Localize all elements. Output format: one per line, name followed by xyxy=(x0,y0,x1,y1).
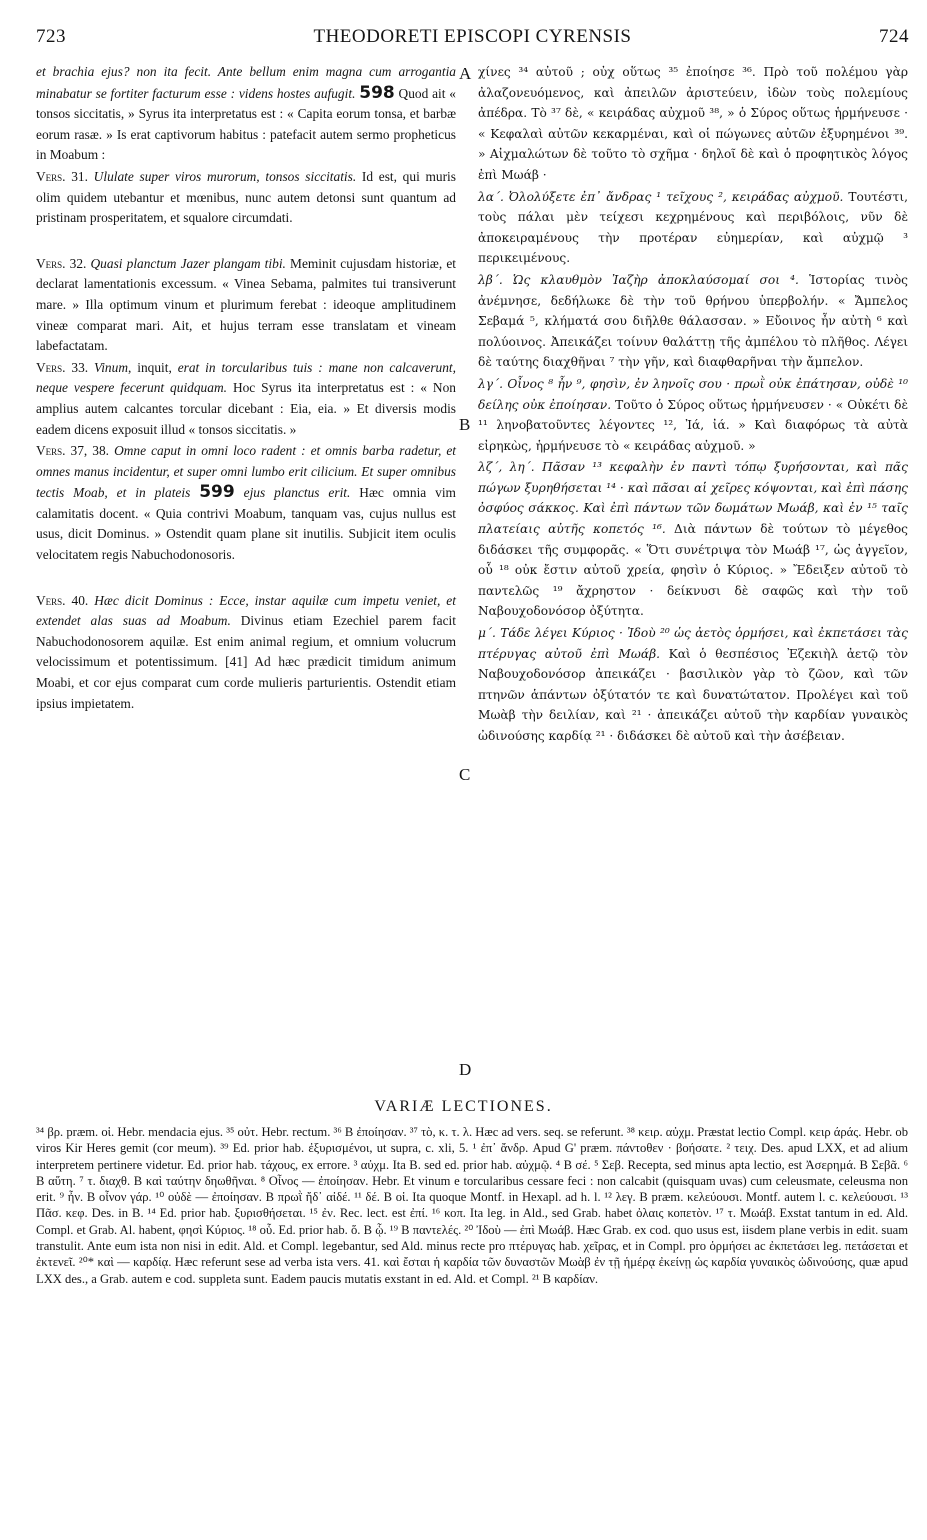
greek-verse-33 xyxy=(478,374,908,456)
verse-lemma: λβ΄. Ὡς κλαυθμὸν Ἰαζὴρ ἀποκλαύσομαί σοι ⁴. xyxy=(478,272,799,287)
verse-lemma: Hæc dicit Dominus : Ecce, instar aquilæ cum impetu veniet, et extendet alas suas ad Moabum. xyxy=(36,592,456,629)
greek-text: Καὶ ὁ θεσπέσιος Ἐζεκιὴλ ἀετῷ τὸν Ναβουχοδονόσορ ἀπεικάζει · βασιλικὸν γὰρ τὸ ζῶον, καὶ τῶν πτηνῶν ἁπάντων ὀξύτατόν τε καὶ δυνατώτατον. Προλέγει καὶ τοῦ Μωὰβ τὴν δειλίαν, καὶ ²¹ · ἀπεικάζει αὐτοῦ τὴν καρδίαν γυναικὸς ὠδινούσης καρδίᾳ ²¹ · διδάσκει δὲ αὐτοῦ καὶ τὴν ἀσέβειαν. xyxy=(478,646,908,743)
verse-label: Vers. 37, 38. xyxy=(36,443,110,459)
greek-text: Διὰ πάντων δὲ τούτων τὸ μέγεθος διδάσκει τῆς συμφορᾶς. « Ὅτι συνέτριψα τὸν Μωάβ ¹⁷, ὡς ἀγγεῖον, οὗ ¹⁸ οὐκ ἔστιν αὐτοῦ χρεία, φησὶν ὁ Κύριος. » Ἔδειξεν αὐτοῦ τὸ παντελῶς ¹⁹ ἄχρηστον · δείκνυσι δὲ σαφῶς καὶ τὴν τοῦ Ναβουχοδονόσορ ὀξύτητα. xyxy=(478,522,909,619)
greek-column xyxy=(478,62,908,748)
greek-verse-40 xyxy=(478,623,908,747)
latin-text: Hæc omnia vim calamitatis docent. « Quia contrivi Moabum, tanquam vas, cujus nullus est usus, dicit Dominus. » Ostendit quam plane sit inutilis. Subjicit item oculis velocitatem regis Nabuchodonosoris. xyxy=(36,485,456,563)
column-number: 599 xyxy=(199,482,235,503)
greek-paragraph: χίνες ³⁴ αὐτοῦ ; οὐχ οὕτως ³⁵ ἐποίησε ³⁶. Πρὸ τοῦ πολέμου γὰρ ἀλαζονευόμενος, καὶ ἀπειλῶν ἀριστεύειν, ἰδὼν τοὺς πολεμίους ἀπέδρα. Τὸ ³⁷ δὲ, « κειράδας αὐχμοῦ ³⁸, » ὁ Σύρος οὕτως ἡρμήνευσε · « Κεφαλαὶ αὐτῶν κεκαρμέναι, καὶ οἱ πώγωνες αὐτῶν ἐξυρημένοι ³⁹. » Αἰχμαλώτων δὲ τοῦτο τὸ σχῆμα · δηλοῖ δὲ καὶ ὁ προφητικὸς λόγος ἐπὶ Μωάβ · xyxy=(478,65,908,182)
verse-label: Vers. 40. xyxy=(36,592,89,608)
variae-lectiones xyxy=(36,1124,908,1287)
latin-column xyxy=(36,62,456,715)
verse-label: Vers. 32. xyxy=(36,255,87,271)
latin-verse-37 xyxy=(36,441,456,566)
greek-text: Τουτέστι, τοὺς πάλαι μὲν τείχεσι κεχρημένους καὶ περιβόλοις, νῦν δὲ ἀποκειραμένους τὴν προτέραν εὐημερίαν, καὶ αὐχμῷ ³ περικειμένους. xyxy=(478,189,908,266)
verse-lemma: Quasi planctum Jazer plangam tibi. xyxy=(90,255,286,271)
column-number: 598 xyxy=(359,82,395,103)
verse-lemma: λα΄. Ὀλολύξετε ἐπ᾽ ἄνδρας ¹ τεῖχους ², κειράδας αὐχμοῦ. xyxy=(478,189,844,204)
latin-text: , inquit, xyxy=(128,359,178,375)
latin-verse-40 xyxy=(36,591,456,715)
latin-text: Id est, qui muris olim quidem utebantur et mœnibus, nunc autem detonsi sunt quantum ad pristinam prosperitatem, et squalore circumdati. xyxy=(36,168,456,226)
verse-lemma: λγ΄. Οἶνος ⁸ ἦν ⁹, φησὶν, ἐν ληνοῖς σου · πρωῒ οὐκ ἐπάτησαν, οὐδὲ ¹⁰ δείλης οὐκ ἐποίησαν. xyxy=(478,376,908,412)
latin-verse-33 xyxy=(36,358,456,440)
greek-verse-32 xyxy=(478,270,908,373)
greek-text: Ἱστορίας τινὸς ἀνέμνησε, δεδήλωκε δὲ τὴν τοῦ θρήνου ὑπερβολήν. « Ἄμπελος Σεβαμά ⁵, κλήματά σου διῆλθε θάλασσαν. » Εὔοινος ἦν αὐτὴ ⁶ καὶ πολύοινος. Ἀπεικάζει τοίνυν θαλάττῃ τῆς ἀμπέλου τὸ πλῆθος. Λέγει δὲ ταύτης διαχθῆναι ⁷ τὴν γῆν, καὶ διαφθαρῆναι τὴν ἄμπελον. xyxy=(478,272,908,370)
verse-lemma: Omne caput in omni loco radent : et omnis barba radetur, et omnes manus incidentur, et super omni lumbo erit cilicium. Et super omnibus tectis Moab, et in plateis xyxy=(36,443,457,501)
page-number-left: 723 xyxy=(36,26,66,47)
margin-mark-c: C xyxy=(459,765,471,784)
page-header xyxy=(36,26,909,56)
latin-text: et brachia ejus? non ita fecit. Ante bellum enim magna cum arrogantia minabatur se fortiter facturum esse : videns hostes aufugit. xyxy=(36,64,456,101)
latin-text: Divinus etiam Ezechiel parem facit Nabuchodonosorem aquilæ. Est enim animal regium, et omnium volucrum velocissimum et potentissimum. [41] Ad hæc prædicit timidum animum Moabi, et cor ejus comparat cum corde mulieris parturientis. Ostendit etiam ipsius impietatem. xyxy=(36,613,456,711)
greek-verse-37 xyxy=(478,457,908,622)
latin-text: Quod ait « tonsos siccitatis, » Syrus ita interpretatus est : « Capita eorum tonsa, et barbæ eorum rasæ. » Is erat captivorum habitus : patefacit autem sermo propheticus in Moabum : xyxy=(36,85,456,163)
latin-verse-31 xyxy=(36,167,456,229)
latin-verse-32 xyxy=(36,254,456,357)
verse-lemma: λζ΄, λη΄. Πᾶσαν ¹³ κεφαλὴν ἐν παντὶ τόπῳ ξυρήσονται, καὶ πᾶς πώγων ξυρηθήσεται ¹⁴ · καὶ πᾶσαι αἱ χεῖρες κόψονται, καὶ ἐπὶ πάσης ὀσφύος σάκκος. Καὶ ἐπὶ πάντων τῶν δωμάτων Μωάβ, καὶ ἐν ¹⁵ ταῖς πλατείαις αὐτῆς κοπετός ¹⁶. xyxy=(478,460,908,537)
page-number-right: 724 xyxy=(879,26,909,47)
verse-lemma: μ΄. Τάδε λέγει Κύριος · Ἰδοὺ ²⁰ ὡς ἀετὸς ὁρμήσει, καὶ ἐκπετάσει τὰς πτέρυγας αὐτοῦ ἐπὶ Μωάβ. xyxy=(478,626,908,661)
margin-mark-a: A xyxy=(459,64,472,83)
verse-lemma: Ululate super viros murorum, tonsos siccitatis. xyxy=(93,168,357,184)
latin-text: Meminit cujusdam historiæ, et declarat lamentationis excessum. « Vinea Sebama, palmites tui transiverunt mare. » Illa optimum vinum et plurimum ferebat : ideoque amplitudinem vineæ comparat mari. Ait, et hujus terram esse translatam et vineam labefactatam. xyxy=(36,255,456,354)
verse-lemma: ejus planctus erit. xyxy=(243,485,351,501)
variae-text: ³⁴ βρ. præm. οἱ. Hebr. mendacia ejus. ³⁵ οὐτ. Hebr. rectum. ³⁶ B ἐποίησαν. ³⁷ τὸ, κ. τ. λ. Hæc ad vers. seq. se referunt. ³⁸ κειρ. αὐχμ. Præstat lectio Compl. κειρ άράς. Hebr. ob viros Kir Heres gemit (cor meum). ³⁹ Ed. prior hab. ἐξυρισμένοι, ut supra, c. xli, 5. ¹ ἐπ᾽ ἄνδρ. Apud G' præm. πάντοθεν · βοήσατε. ² τειχ. Des. apud LXX, et ad alium interpretem pertinere videtur. Ed. prior hab. τάχους, ex errore. ³ αὐχμ. Ita B. sed ed. prior hab. αὐχμῷ. ⁴ B σέ. ⁵ Σεβ. Recepta, sed minus apta lectio, est Ἀσερημά. B Σεβᾶ. ⁶ B αὕτη. ⁷ τ. διαχθ. B καὶ ταύτην δηωθῆναι. ⁸ Οἶνος — ἐποίησαν. Hebr. Et vinum e torcularibus cessare feci : non calcabit (quisquam uvas) cum celeusmate, celeusma non erit. ⁹ ἦν. B οἶνον γάρ. ¹⁰ οὐδὲ — ἐποίησαν. B πρωῒ ἤδ᾽ αἰδέ. ¹¹ δέ. B οἱ. Ita quoque Montf. in Hexapl. ad h. l. ¹² λεγ. B præm. κελεύουσι. Montf. autem l. c. κελεύουσι. ¹³ Πᾶσ. κεφ. Des. in B. ¹⁴ Ed. prior hab. ξυρισθήσεται. ¹⁵ ἐν. Rec. lect. est ἐπί. ¹⁶ κοπ. Ita leg. in Ald., sed Grab. habet ὀλαις κοπετὸν. ¹⁷ τ. Μωάβ. Exstat tantum in ed. Ald. Compl. et Grab. Al. habent, φησὶ Κύριος. ¹⁸ οὗ. Ed. prior hab. ὅ. B ᾧ. ¹⁹ B παντελές. ²⁰ Ἰδοὺ — ἐπὶ Μωάβ. Hæc Grab. ex cod. quo usus est, iisdem plane verbis in edit. suam transtulit. Ante eum ista non nisi in edit. Ald. et Compl. legebantur, sed Ald. minus recte pro πτέρυγας hab. χεῖρας, et in Compl. pro ὁρμήσει ac ἐκπετάσει leg. πετάσεται et ἐκτενεῖ. ²⁰* καὶ — καρδίᾳ. Hæc referunt sese ad verba ista vers. 41. καὶ ἔσται ἡ καρδία τῶν δυναστῶν Μωὰβ ἐν τῇ ἡμέρᾳ ἐκείνῃ ὡς καρδία γυναικὸς ὠδινούσης, quæ apud LXX des., a Grab. autem e cod. suppleta sunt. Eadem paucis mutatis exstant in ed. Ald. et Compl. ²¹ B καρδίαν. xyxy=(36,1125,908,1286)
latin-text: Hoc Syrus ita interpretatus est : « Non amplius autem calcantes torcular dicebant : Eia, eia. » Et diversis modis eadem dicens exposuit illud « tonsos siccitatis. » xyxy=(36,380,456,437)
verse-lemma: Vinum xyxy=(94,359,128,375)
verse-label: Vers. 33. xyxy=(36,359,89,375)
margin-mark-b: B xyxy=(459,415,471,434)
greek-verse-31 xyxy=(478,187,908,269)
verse-label: Vers. 31. xyxy=(36,168,88,184)
greek-text: Τοῦτο ὁ Σύρος οὕτως ἡρμήνευσεν · « Οὐκέτι δὲ ¹¹ ληνοβατοῦντες λέγοντες ¹², Ἰά, ἰά. » Καὶ διαφόρως τὰ αὐτὰ εἰρηκὼς, ἡρμήνευσε τὸ « κειράδας αὐχμοῦ. » xyxy=(478,397,909,453)
running-title: THEODORETI EPISCOPI CYRENSIS xyxy=(313,26,632,47)
latin-paragraph xyxy=(36,62,456,166)
variae-lectiones-title: VARIÆ LECTIONES. xyxy=(374,1098,553,1115)
verse-lemma: erat in torcularibus tuis : mane non calcaverunt, neque vespere fecerunt quidquam. xyxy=(36,359,456,396)
margin-mark-d: D xyxy=(459,1060,472,1079)
